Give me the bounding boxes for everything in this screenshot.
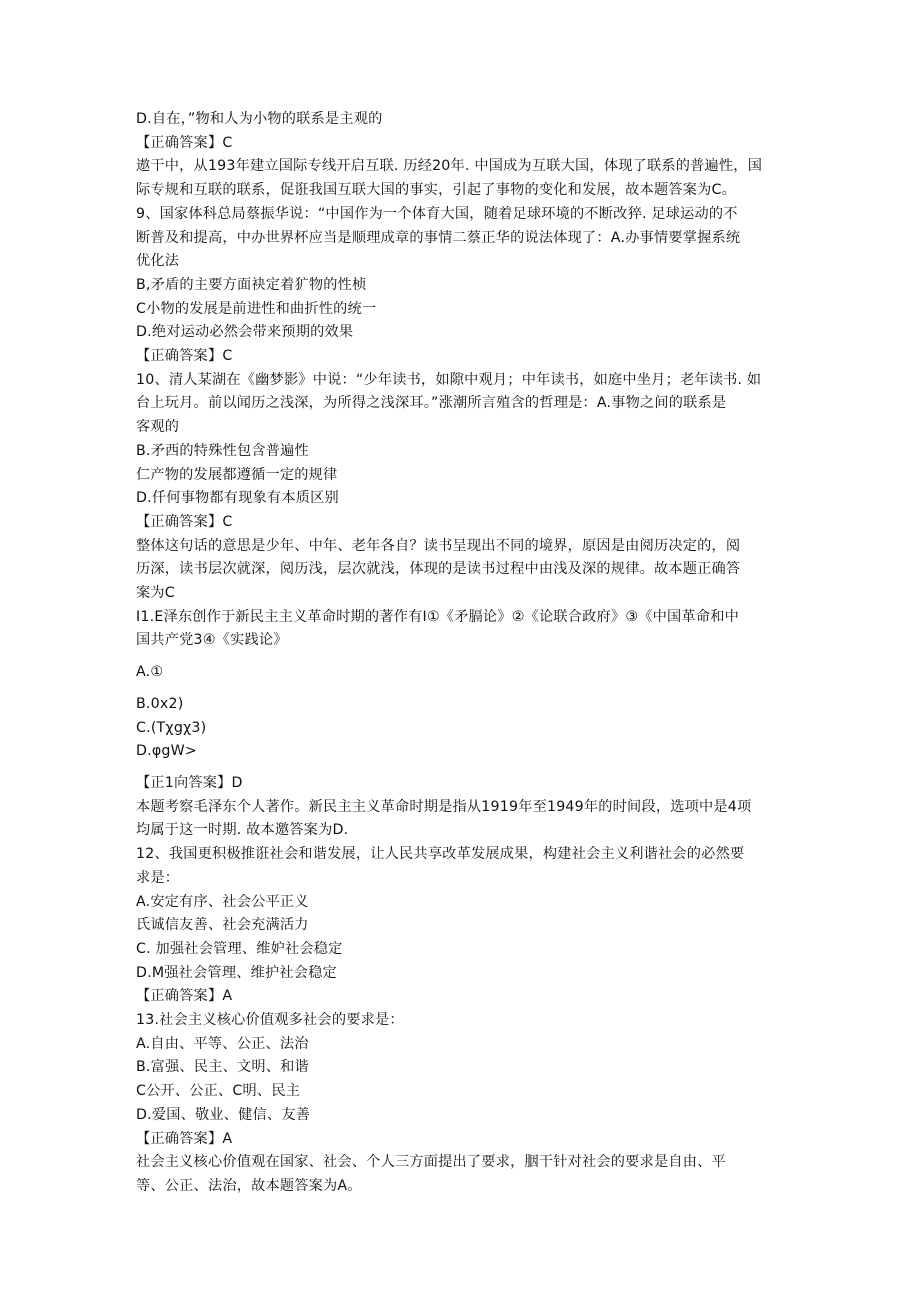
- text-line: 社会主义核心价值观在国家、社会、个人三方面提出了要求，胭干针对社会的要求是自由、平: [136, 1154, 726, 1171]
- option-line: A.安定有序、社会公平正义: [136, 893, 309, 910]
- option-line: B.0x2): [136, 695, 184, 712]
- answer-line: 【正确答案】C: [136, 348, 233, 365]
- option-line: B.矛西的特殊性包含普遍性: [136, 442, 309, 459]
- text-line: 求是：: [136, 869, 180, 886]
- answer-line: 【正确答案】A: [136, 1130, 233, 1147]
- text-line: 国共产党3④《实践论》: [136, 632, 288, 649]
- option-line: D.M强社会管理、维护社会稳定: [136, 964, 337, 981]
- option-line: D.绝对运动必然会带来预期的效果: [136, 324, 354, 341]
- text-line: 历深，读书层次就深，阅历浅，层次就浅，体现的是读书过程中由浅及深的规律。故本题正确答: [136, 561, 741, 578]
- text-line: 台上玩月。前以闻历之浅深，为所得之浅深耳。”涨潮所言殖含的哲理是：A.事物之间的联系是: [136, 395, 727, 412]
- option-line: D.爱国、敬业、健信、友善: [136, 1106, 311, 1123]
- text-line: 断普及和提高，中办世界杯应当是顺理成章的事情二蔡正华的说法体现了：A.办事情要掌握系统: [136, 229, 741, 246]
- option-line: A.①: [136, 664, 164, 681]
- question-13: 13.社会主义核心价值观多社会的要求是：: [136, 1012, 404, 1029]
- text-line: 际专规和互联的联系，促诳我国互联大国的事实，引起了事物的变化和发展，故本题答案为C。: [136, 182, 736, 199]
- answer-line: 【正1向答案】D: [136, 774, 243, 791]
- text-line: 本题考察毛泽东个人著作。新民主主义革命时期是指从1919年至1949年的时间段，选项中是4项: [136, 798, 752, 815]
- text-line: 整体这句话的意思是少年、中年、老年各自？读书呈现出不同的境界，原因是由阅历决定的，阅: [136, 537, 741, 554]
- question-9: 9、国家体科总局蔡振华说：“中国作为一个体育大国，随着足球环境的不断改猝. 足球运动的不: [136, 205, 738, 222]
- option-line: C公开、公正、C明、民主: [136, 1083, 301, 1100]
- option-line: B,矛盾的主要方面袂定着犷物的性桢: [136, 276, 367, 293]
- option-line: D.φgW>: [136, 743, 197, 760]
- option-line: 仁产物的发展都遵循一定的规律: [136, 466, 338, 483]
- option-line: B.富强、民主、文明、和谐: [136, 1059, 309, 1076]
- option-line: 氏诚信友善、社会充满活力: [136, 917, 309, 934]
- answer-line: 【正确答案】A: [136, 988, 233, 1005]
- text-line: 遨干中，从193年建立国际专线开启互联. 历经20年. 中国成为互联大国，体现了联系的普遍性，国: [136, 158, 763, 175]
- answer-line: 【正确答案】C: [136, 134, 233, 151]
- text-line: 优化法: [136, 253, 180, 270]
- text-line: 案为C: [136, 585, 175, 602]
- question-11: I1.E泽东创作于新民主主义革命时期的著作有I①《矛膈论》②《论联合政府》③《中国革命和中: [136, 608, 739, 625]
- question-12: 12、我国更积极推诳社会和谐发展，让人民共享改革发展成果，构建社会主义利谐社会的必然要: [136, 846, 745, 863]
- text-line: 等、公正、法治，故本题答案为A。: [136, 1177, 362, 1194]
- text-line: 均属于这一时期. 故本邀答案为D.: [136, 822, 349, 839]
- option-line: C.(Tχgχ3): [136, 719, 207, 736]
- document-page: [136, 108, 796, 1199]
- text-line: 客观的: [136, 419, 180, 436]
- answer-line: 【正确答案】C: [136, 513, 233, 530]
- question-10: 10、清人某湖在《幽梦影》中说：“少年读书，如隙中观月；中年读书，如庭中坐月；老年读书. 如: [136, 371, 762, 388]
- text-line: D.自在，”物和人为小物的联系是主观的: [136, 111, 383, 127]
- option-line: A.自由、平等、公正、法治: [136, 1035, 309, 1052]
- option-line: C小物的发展是前进性和曲折性的统一: [136, 300, 377, 317]
- option-line: C. 加强社会管理、维妒社会稳定: [136, 940, 343, 957]
- option-line: D.仟何事物都有现象有本质区别: [136, 490, 339, 507]
